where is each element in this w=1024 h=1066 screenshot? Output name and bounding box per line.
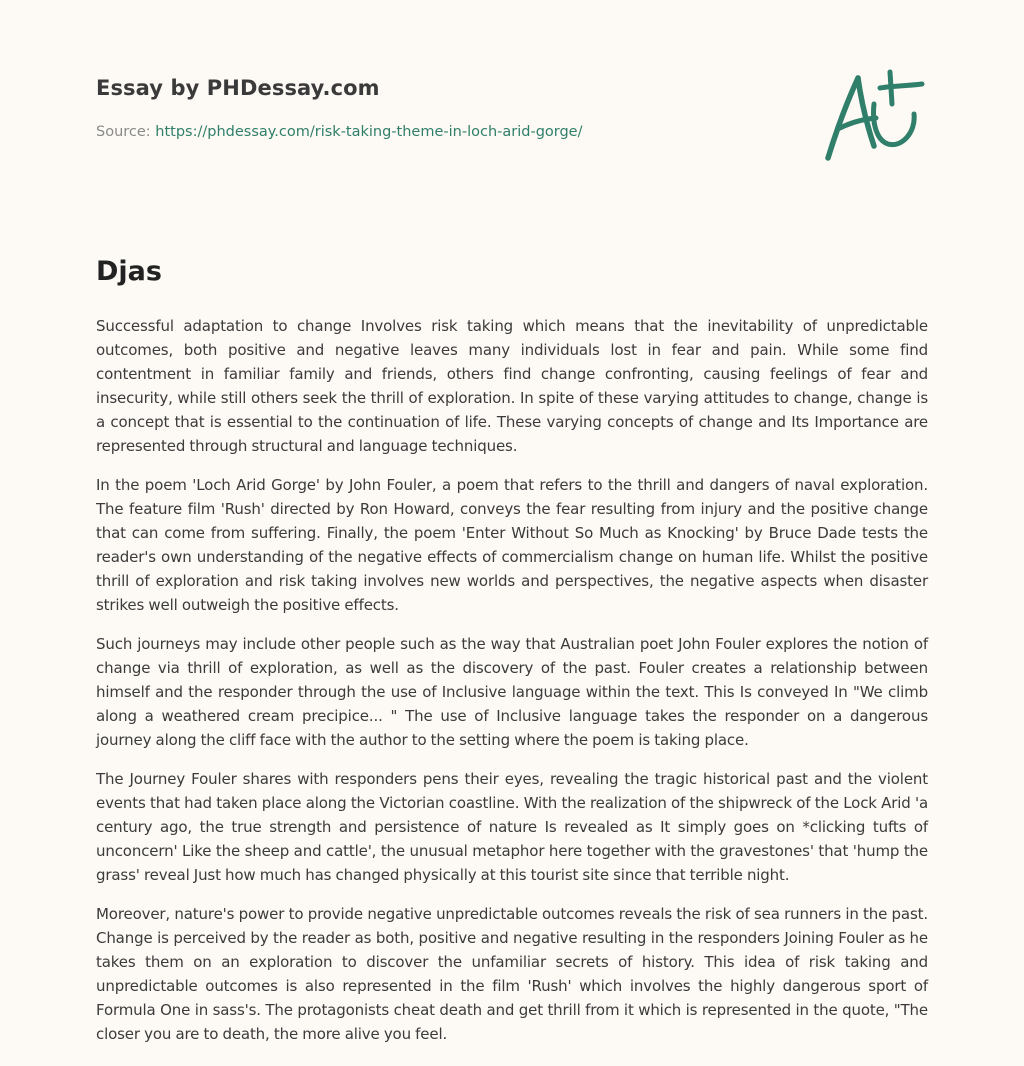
source-label: Source:	[96, 124, 151, 140]
a-plus-logo-icon	[818, 64, 930, 168]
essay-body	[96, 314, 928, 1061]
essay-paragraph: In the poem 'Loch Arid Gorge' by John Fouler, a poem that refers to the thrill and dangers of naval exploration. The feature film 'Rush' directed by Ron Howard, conveys the fear resulting from injury and the positive change that can come from suffering. Finally, the poem 'Enter Without So Much as Knocking' by Bruce Dade tests the reader's own understanding of the negative effects of commercialism change on human life. Whilst the positive thrill of exploration and risk taking involves new worlds and perspectives, the negative aspects when disaster strikes well outweigh the positive effects.	[96, 476, 928, 614]
essay-paragraph: The Journey Fouler shares with responders pens their eyes, revealing the tragic historical past and the violent events that had taken place along the Victorian coastline. With the realization of the shipwreck of the Lock Arid 'a century ago, the true strength and persistence of nature Is revealed as It simply goes on *clicking tufts of unconcern' Like the sheep and cattle', the unusual metaphor here together with the gravestones' that 'hump the grass' reveal Just how much has changed physically at this tourist site since that terrible night.	[96, 770, 928, 884]
essay-title: Djas	[96, 256, 162, 287]
source-line	[96, 124, 582, 140]
brand-title: Essay by PHDessay.com	[96, 76, 380, 100]
source-link[interactable]: https://phdessay.com/risk-taking-theme-in-loch-arid-gorge/	[155, 124, 583, 140]
essay-paragraph: Successful adaptation to change Involves risk taking which means that the inevitability of unpredictable outcomes, both positive and negative leaves many individuals lost in fear and pain. While some find contentment in familiar family and friends, others find change confronting, causing feelings of fear and insecurity, while still others seek the thrill of exploration. In spite of these varying attitudes to change, change is a concept that is essential to the continuation of life. These varying concepts of change and Its Importance are represented through structural and language techniques.	[96, 317, 928, 455]
essay-paragraph: Such journeys may include other people such as the way that Australian poet John Fouler explores the notion of change via thrill of exploration, as well as the discovery of the past. Fouler creates a relationship between himself and the responder through the use of Inclusive language within the text. This Is conveyed In "We climb along a weathered cream precipice... " The use of Inclusive language takes the responder on a dangerous journey along the cliff face with the author to the setting where the poem is taking place.	[96, 635, 928, 749]
essay-paragraph: Moreover, nature's power to provide negative unpredictable outcomes reveals the risk of sea runners in the past. Change is perceived by the reader as both, positive and negative resulting in the responders Joining Fouler as he takes them on an exploration to discover the unfamiliar secrets of history. This idea of risk taking and unpredictable outcomes is also represented in the film 'Rush' which involves the highly dangerous sport of Formula One in sass's. The protagonists cheat death and get thrill from it which is represented in the quote, "The closer you are to death, the more alive you feel.	[96, 905, 928, 1043]
